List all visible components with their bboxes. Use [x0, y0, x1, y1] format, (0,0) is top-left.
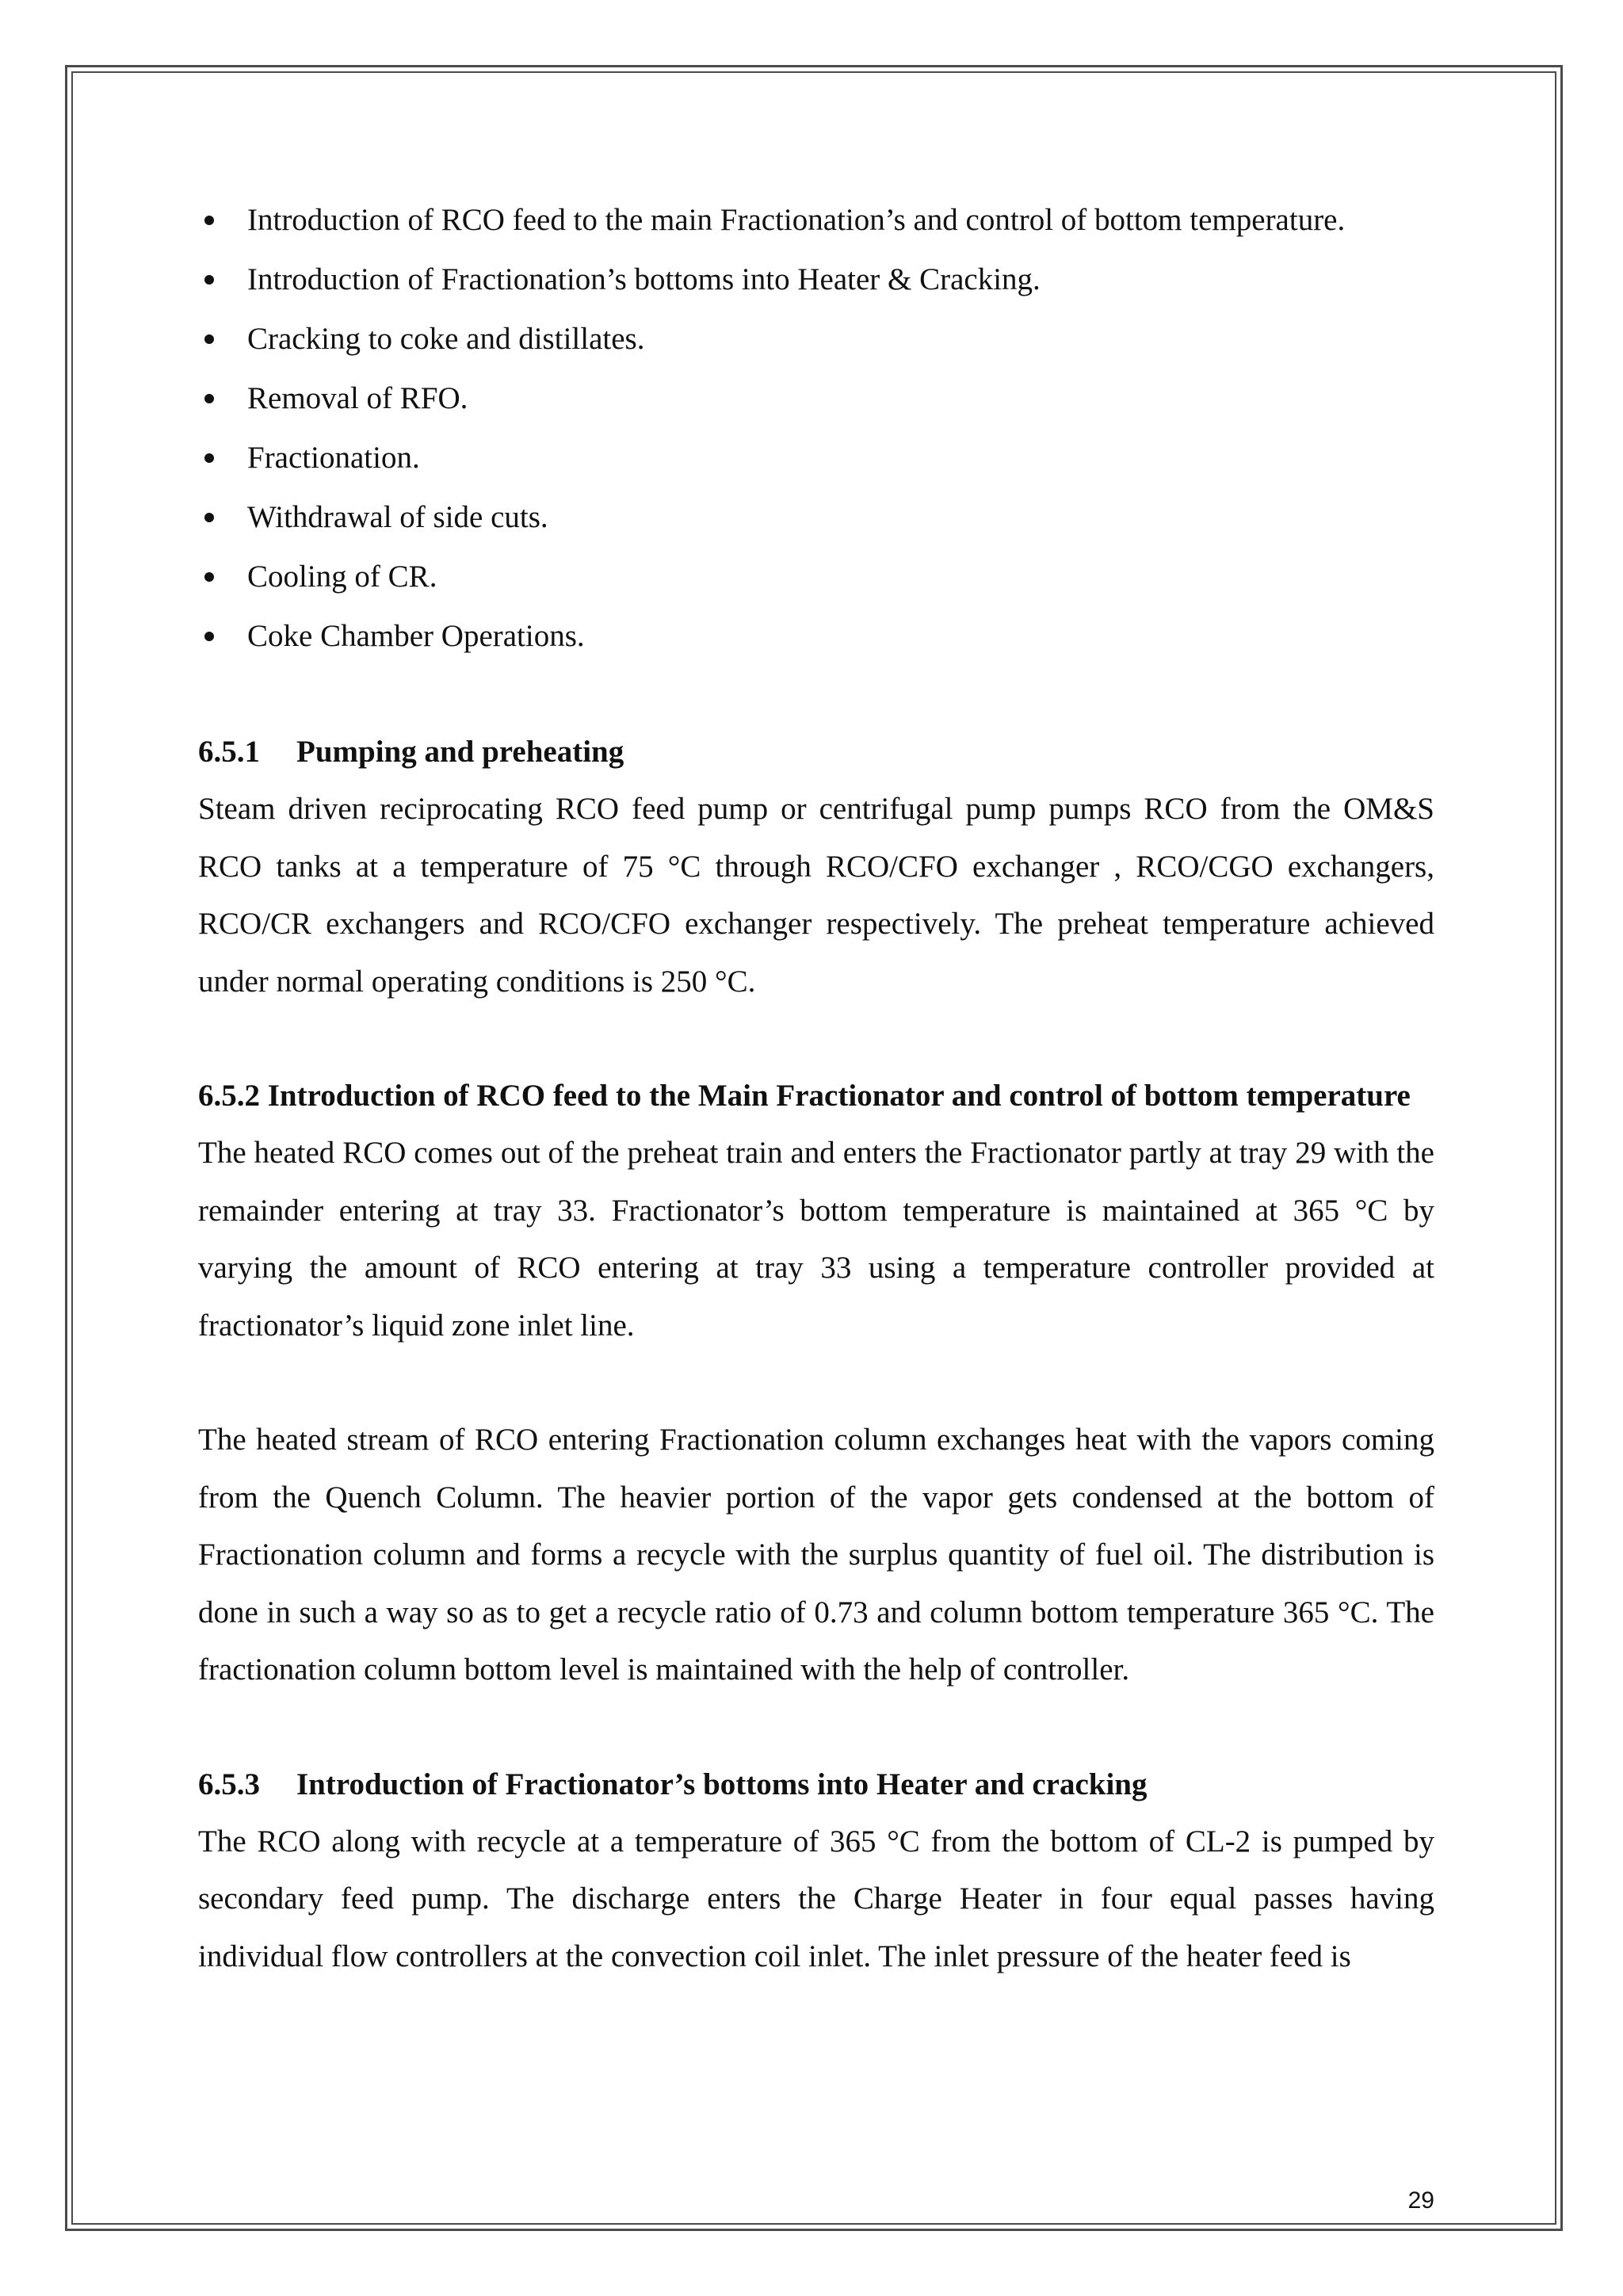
section-heading-6-5-2: 6.5.2 Introduction of RCO feed to the Main Fractionator and control of bottom temperature [198, 1079, 1411, 1113]
paragraph: The RCO along with recycle at a temperature of 365 °C from the bottom of CL-2 is pumped by secondary feed pump. The discharge enters the Charge Heater in four equal passes having individual flow controllers at the convection coil inlet. The inlet pressure of the heater feed is [198, 1824, 1434, 1973]
page-content [198, 197, 1434, 1985]
section-title: Pumping and preheating [296, 735, 624, 769]
list-item-text: Cracking to coke and distillates. [247, 322, 645, 356]
bullet-icon [204, 572, 214, 582]
list-item-text: Removal of RFO. [247, 381, 468, 415]
bullet-icon [204, 334, 214, 344]
bullet-icon [204, 394, 214, 403]
section-number: 6.5.3 [198, 1767, 260, 1801]
list-item-text: Introduction of Fractionation’s bottoms into Heater & Cracking. [247, 262, 1041, 296]
section-heading-6-5-1 [198, 724, 1434, 781]
list-item [198, 315, 1434, 375]
section-heading-6-5-3 [198, 1756, 1434, 1813]
bullet-icon [204, 275, 214, 285]
spacer [198, 1354, 1434, 1412]
list-item-text: Coke Chamber Operations. [247, 619, 585, 653]
spacer [198, 1699, 1434, 1756]
bullet-icon [204, 453, 214, 463]
list-item [198, 197, 1434, 256]
list-item [198, 434, 1434, 494]
bullet-icon [204, 632, 214, 641]
paragraph: The heated stream of RCO entering Fractionation column exchanges heat with the vapors coming from the Quench Column. The heavier portion of the vapor gets condensed at the bottom of Fractionation column and forms a recycle with the surplus quantity of fuel oil. The distribution is done in such a way so as to get a recycle ratio of 0.73 and column bottom temperature 365 °C. The fractionation column bottom level is maintained with the help of controller. [198, 1423, 1434, 1687]
section-title: Introduction of Fractionator’s bottoms into Heater and cracking [296, 1767, 1148, 1801]
bullet-list [198, 197, 1434, 672]
list-item [198, 613, 1434, 672]
list-item [198, 553, 1434, 613]
bullet-icon [204, 216, 214, 225]
list-item-text: Withdrawal of side cuts. [247, 500, 548, 534]
list-item [198, 494, 1434, 553]
paragraph: Steam driven reciprocating RCO feed pump or centrifugal pump pumps RCO from the OM&S RCO tanks at a temperature of 75 °C through RCO/CFO exchanger , RCO/CGO exchangers, RCO/CR exchangers and RCO/CFO exchanger respectively. The preheat temperature achieved under normal operating conditions is 250 °C. [198, 792, 1434, 999]
section-number: 6.5.1 [198, 735, 260, 769]
spacer [198, 672, 1434, 724]
page-number: 29 [1407, 2187, 1434, 2214]
list-item [198, 375, 1434, 434]
paragraph: The heated RCO comes out of the preheat train and enters the Fractionator partly at tray 29 with the remainder entering at tray 33. Fractionator’s bottom temperature is maintained at 365 °C by varying the amount of RCO entering at tray 33 using a temperature controller provided at fractionator’s liquid zone inlet line. [198, 1136, 1434, 1343]
list-item-text: Cooling of CR. [247, 560, 437, 594]
list-item [198, 256, 1434, 315]
list-item-text: Fractionation. [247, 441, 420, 475]
spacer [198, 1010, 1434, 1068]
bullet-icon [204, 513, 214, 522]
list-item-text: Introduction of RCO feed to the main Fractionation’s and control of bottom temperature. [247, 203, 1346, 237]
